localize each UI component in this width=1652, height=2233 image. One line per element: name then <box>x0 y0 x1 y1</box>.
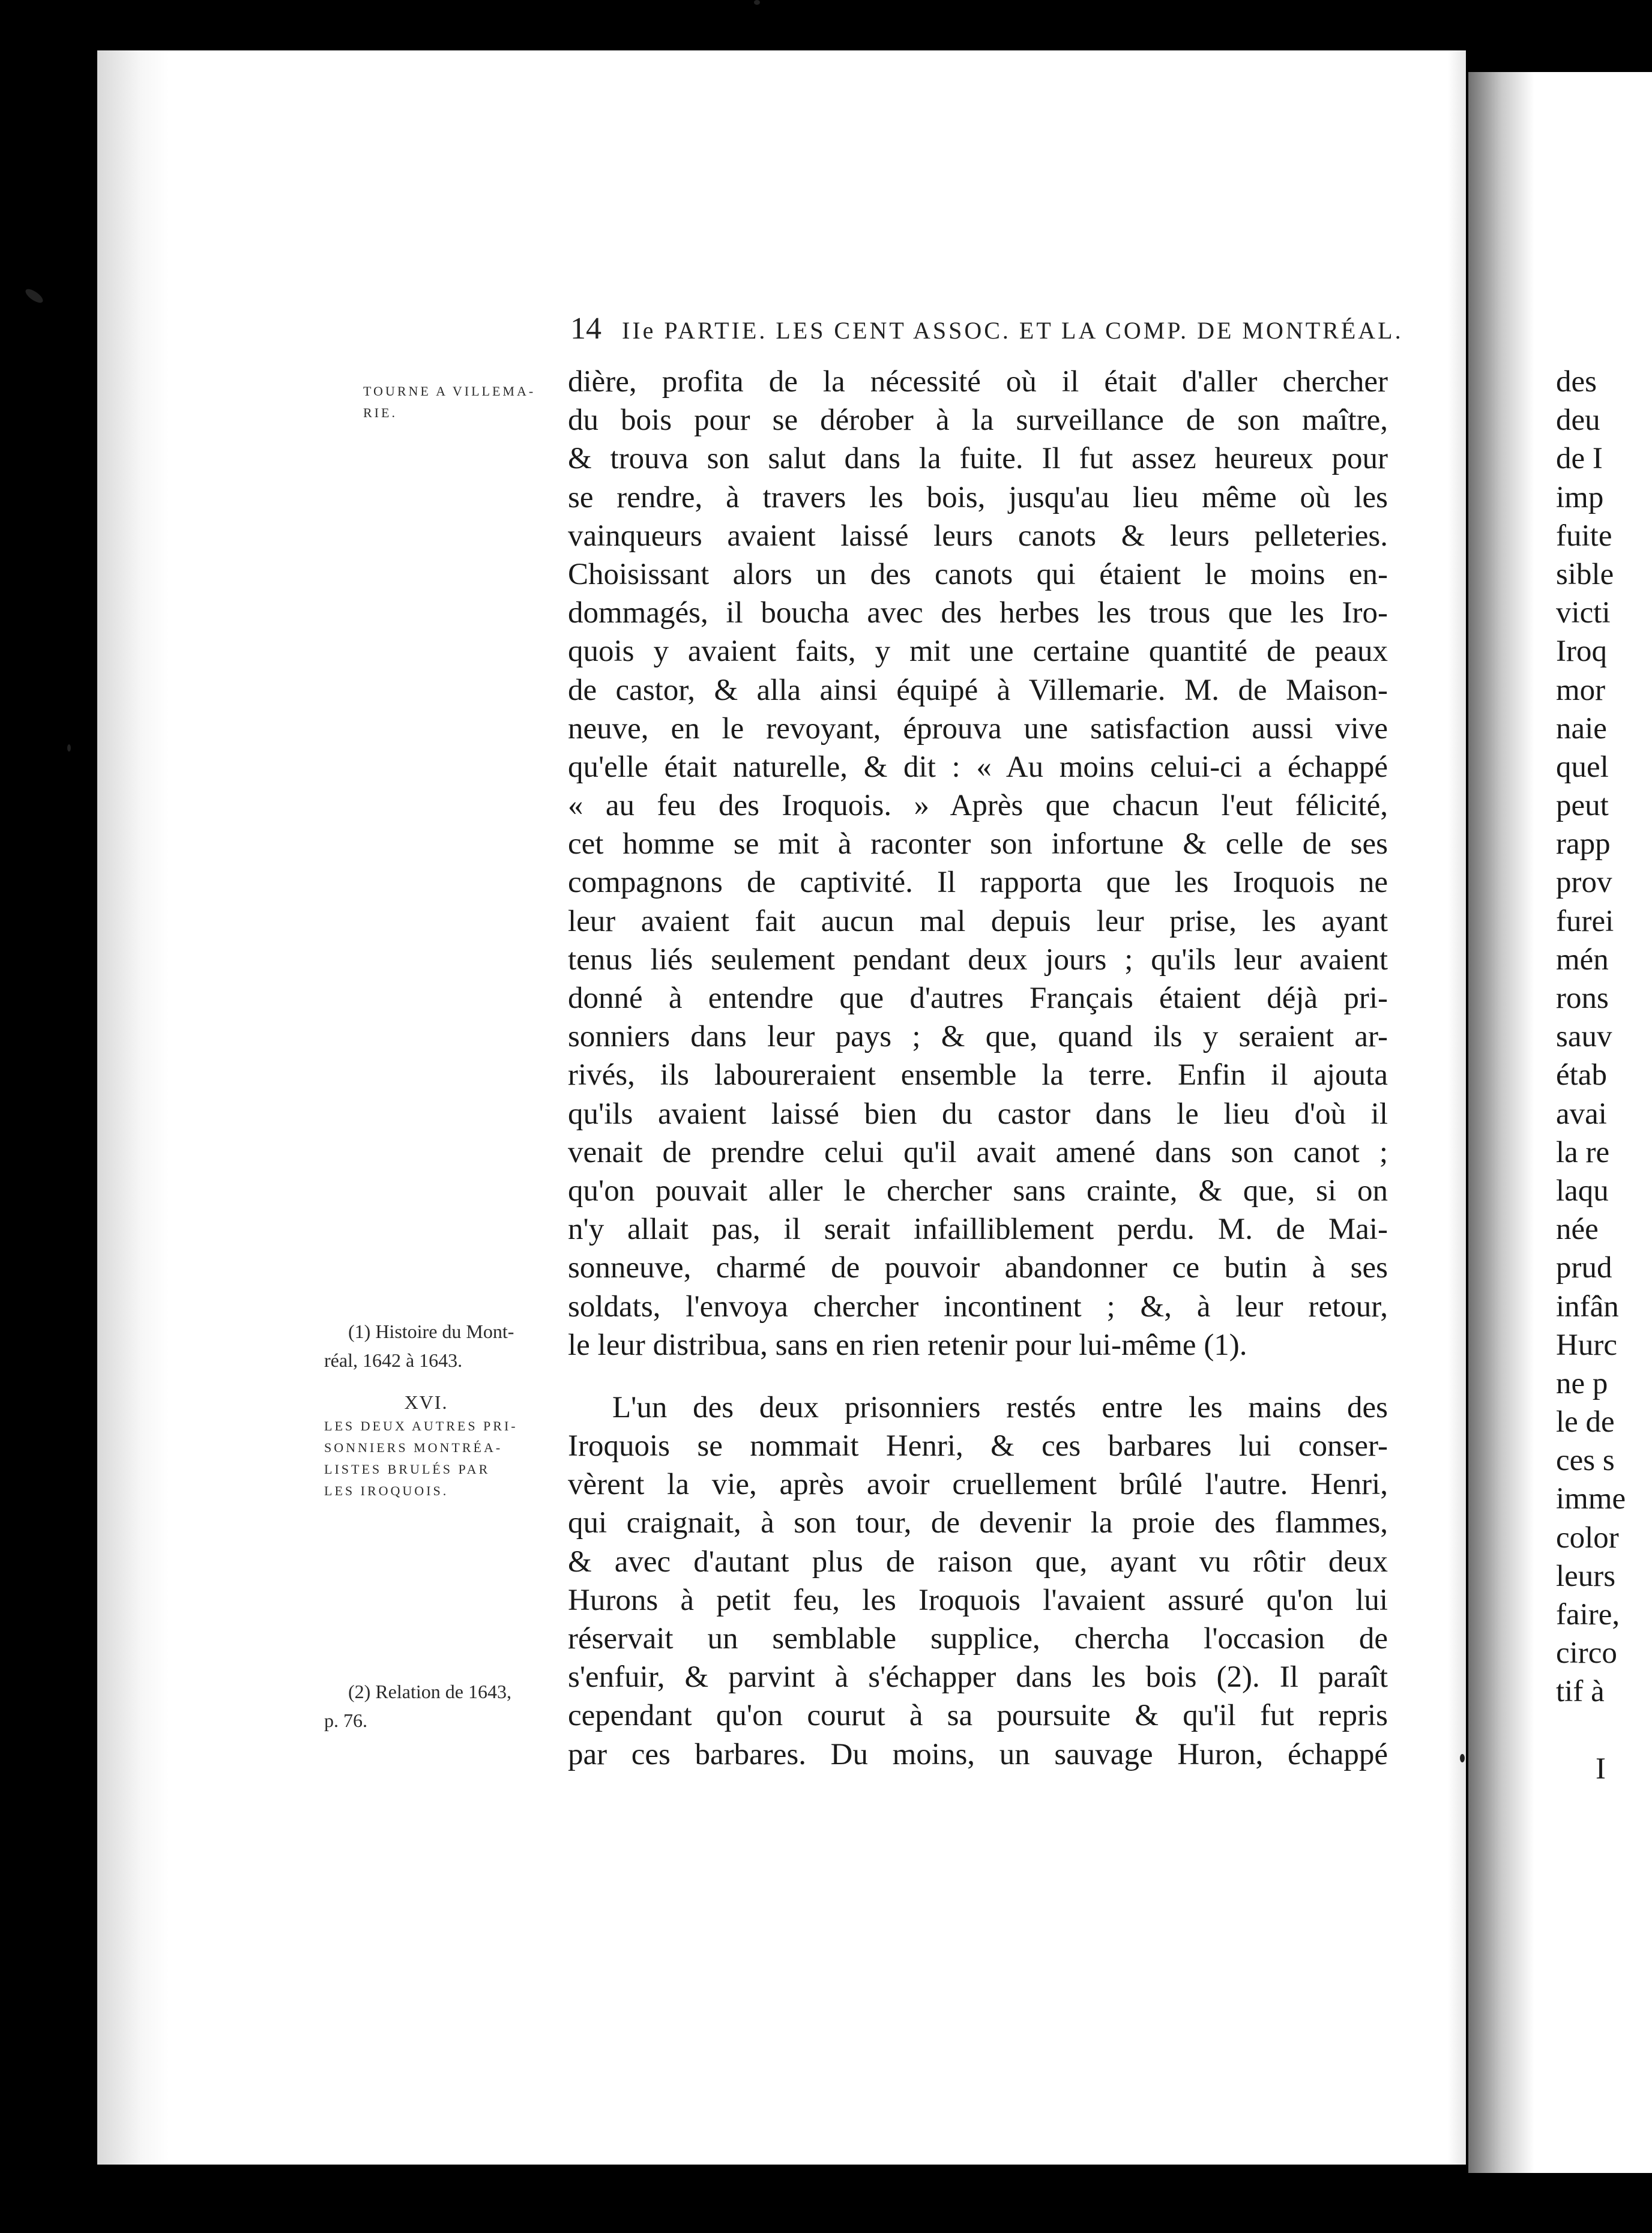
text-line: qu'ils avaient laissé bien du castor dans le lieu d'où il <box>568 1097 1388 1131</box>
text-line: dière, profita de la nécessité où il était d'aller chercher <box>568 365 1388 399</box>
facing-line: quel <box>1556 750 1609 784</box>
margin-footnote-1-line: réal, 1642 à 1643. <box>324 1349 463 1371</box>
text-line: le leur distribua, sans en rien retenir pour lui-même (1). <box>568 1328 1247 1362</box>
page-spine-shadow <box>97 50 169 2165</box>
facing-line: ces s <box>1556 1444 1615 1478</box>
text-line: vèrent la vie, après avoir cruellement brûlé l'autre. Henri, <box>568 1468 1388 1502</box>
margin-topic-2-line: LES IROQUOIS. <box>324 1483 449 1498</box>
facing-line: furei <box>1556 904 1614 938</box>
text-line: Iroquois se nommait Henri, & ces barbares lui conser- <box>568 1429 1388 1463</box>
margin-topic-1 <box>363 381 535 424</box>
margin-topic-2-line: SONNIERS MONTRÉA- <box>324 1440 503 1455</box>
text-line: compagnons de captivité. Il rapporta que les Iroquois ne <box>568 866 1388 900</box>
text-line: venait de prendre celui qu'il avait amené dans son canot ; <box>568 1135 1388 1169</box>
text-line: qu'elle était naturelle, & dit : « Au moins celui-ci a échappé <box>568 750 1388 784</box>
text-line: du bois pour se dérober à la surveillance de son maître, <box>568 403 1388 438</box>
facing-line: mén <box>1556 942 1609 977</box>
text-line: L'un des deux prisonniers restés entre les mains des <box>612 1390 1388 1424</box>
facing-line: la re <box>1556 1135 1610 1169</box>
margin-footnote-1-line: (1) Histoire du Mont- <box>348 1321 514 1342</box>
paragraph-1 <box>568 363 1388 1364</box>
facing-line: Hurc <box>1556 1328 1617 1362</box>
facing-line: leurs <box>1556 1559 1616 1593</box>
text-line: rivés, ils laboureraient ensemble la terre. Enfin il ajouta <box>568 1058 1388 1092</box>
margin-footnote-2 <box>324 1677 511 1735</box>
text-line: sonniers dans leur pays ; & que, quand ils y seraient ar- <box>568 1020 1388 1054</box>
facing-line: Iroq <box>1556 634 1607 669</box>
facing-line: prov <box>1556 866 1612 900</box>
facing-line: infân <box>1556 1289 1619 1324</box>
facing-line: peut <box>1556 789 1609 823</box>
facing-line: deu <box>1556 403 1600 438</box>
facing-line: naie <box>1556 711 1607 746</box>
facing-line: rons <box>1556 981 1609 1015</box>
page-gutter-shadow <box>1448 50 1466 2165</box>
facing-line: de I <box>1556 442 1603 476</box>
facing-line: tif à <box>1556 1675 1605 1709</box>
text-line: vainqueurs avaient laissé leurs canots & leurs pelleteries. <box>568 519 1388 553</box>
text-line: cet homme se mit à raconter son infortune & celle de ses <box>568 827 1388 861</box>
text-line: dommagés, il boucha avec des herbes les trous que les Iro- <box>568 596 1388 630</box>
facing-line: née <box>1556 1213 1599 1247</box>
margin-footnote-2-line: p. 76. <box>324 1710 367 1731</box>
running-title: IIe PARTIE. LES CENT ASSOC. ET LA COMP. DE MONTRÉAL. <box>622 317 1403 344</box>
scan-speck <box>754 0 760 5</box>
body-text <box>568 363 1388 1774</box>
text-line: donné à entendre que d'autres Français étaient déjà pri- <box>568 981 1388 1015</box>
text-line: par ces barbares. Du moins, un sauvage Huron, échappé <box>568 1737 1388 1771</box>
facing-line: sible <box>1556 557 1614 591</box>
margin-footnote-2-line: (2) Relation de 1643, <box>348 1681 511 1702</box>
text-line: quois y avaient faits, y mit une certaine quantité de peaux <box>568 634 1388 669</box>
text-line: Hurons à petit feu, les Iroquois l'avaient assuré qu'on lui <box>568 1583 1388 1617</box>
facing-page-shadow <box>1468 72 1534 2173</box>
facing-line: avai <box>1556 1097 1607 1131</box>
paragraph-2 <box>568 1388 1388 1774</box>
facing-line: I <box>1596 1752 1606 1786</box>
facing-line: ne p <box>1556 1366 1608 1400</box>
text-line: qui craignait, à son tour, de devenir la proie des flammes, <box>568 1506 1388 1540</box>
margin-topic-2 <box>324 1415 518 1502</box>
facing-line: faire, <box>1556 1598 1620 1632</box>
text-line: sonneuve, charmé de pouvoir abandonner ce butin à ses <box>568 1251 1388 1285</box>
facing-line: des <box>1556 365 1597 399</box>
facing-line: circo <box>1556 1636 1617 1671</box>
text-line: tenus liés seulement pendant deux jours ; qu'ils leur avaient <box>568 942 1388 977</box>
facing-line: laqu <box>1556 1174 1609 1208</box>
section-number: XVI. <box>404 1391 448 1413</box>
facing-line: victi <box>1556 596 1611 630</box>
text-line: soldats, l'envoya chercher incontinent ; &, à leur retour, <box>568 1289 1388 1324</box>
facing-line: imme <box>1556 1482 1626 1516</box>
paragraph-gap <box>568 1364 1388 1388</box>
facing-line: le de <box>1556 1405 1615 1439</box>
text-line: cependant qu'on courut à sa poursuite & qu'il fut repris <box>568 1699 1388 1733</box>
text-line: & avec d'autant plus de raison que, ayant vu rôtir deux <box>568 1544 1388 1579</box>
scan-speck <box>23 287 45 306</box>
text-line: qu'on pouvait aller le chercher sans crainte, & que, si on <box>568 1174 1388 1208</box>
facing-line: étab <box>1556 1058 1607 1092</box>
text-line: leur avaient fait aucun mal depuis leur prise, les ayant <box>568 904 1388 938</box>
facing-line: color <box>1556 1520 1619 1555</box>
page-number: 14 <box>570 312 601 346</box>
margin-topic-2-line: LISTES BRULÉS PAR <box>324 1462 490 1477</box>
margin-topic-1-line: TOURNE A VILLEMA- <box>363 384 536 399</box>
text-line: & trouva son salut dans la fuite. Il fut assez heureux pour <box>568 442 1388 476</box>
text-line: réservait un semblable supplice, chercha l'occasion de <box>568 1622 1388 1656</box>
text-line: se rendre, à travers les bois, jusqu'au lieu même où les <box>568 480 1388 514</box>
text-line: Choisissant alors un des canots qui étaient le moins en- <box>568 557 1388 591</box>
facing-line: mor <box>1556 673 1606 707</box>
margin-footnote-1 <box>324 1317 514 1375</box>
margin-topic-2-line: LES DEUX AUTRES PRI- <box>324 1418 518 1433</box>
margin-topic-1-line: RIE. <box>363 405 397 420</box>
facing-page-text <box>1556 363 1652 1788</box>
text-line: neuve, en le revoyant, éprouva une satisfaction aussi vive <box>568 711 1388 746</box>
facing-line: imp <box>1556 480 1604 514</box>
text-line: de castor, & alla ainsi équipé à Villemarie. M. de Maison- <box>568 673 1388 707</box>
text-line: n'y allait pas, il serait infailliblement perdu. M. de Mai- <box>568 1213 1388 1247</box>
scan-speck <box>67 744 71 752</box>
text-line: « au feu des Iroquois. » Après que chacun l'eut félicité, <box>568 789 1388 823</box>
facing-line: sauv <box>1556 1020 1612 1054</box>
facing-line: rapp <box>1556 827 1611 861</box>
running-head <box>570 311 1403 346</box>
text-line: s'enfuir, & parvint à s'échapper dans les bois (2). Il paraît <box>568 1660 1388 1695</box>
scan-speck <box>1460 1754 1465 1762</box>
facing-line <box>1556 1711 1652 1750</box>
facing-line: fuite <box>1556 519 1612 553</box>
facing-line: prud <box>1556 1251 1612 1285</box>
